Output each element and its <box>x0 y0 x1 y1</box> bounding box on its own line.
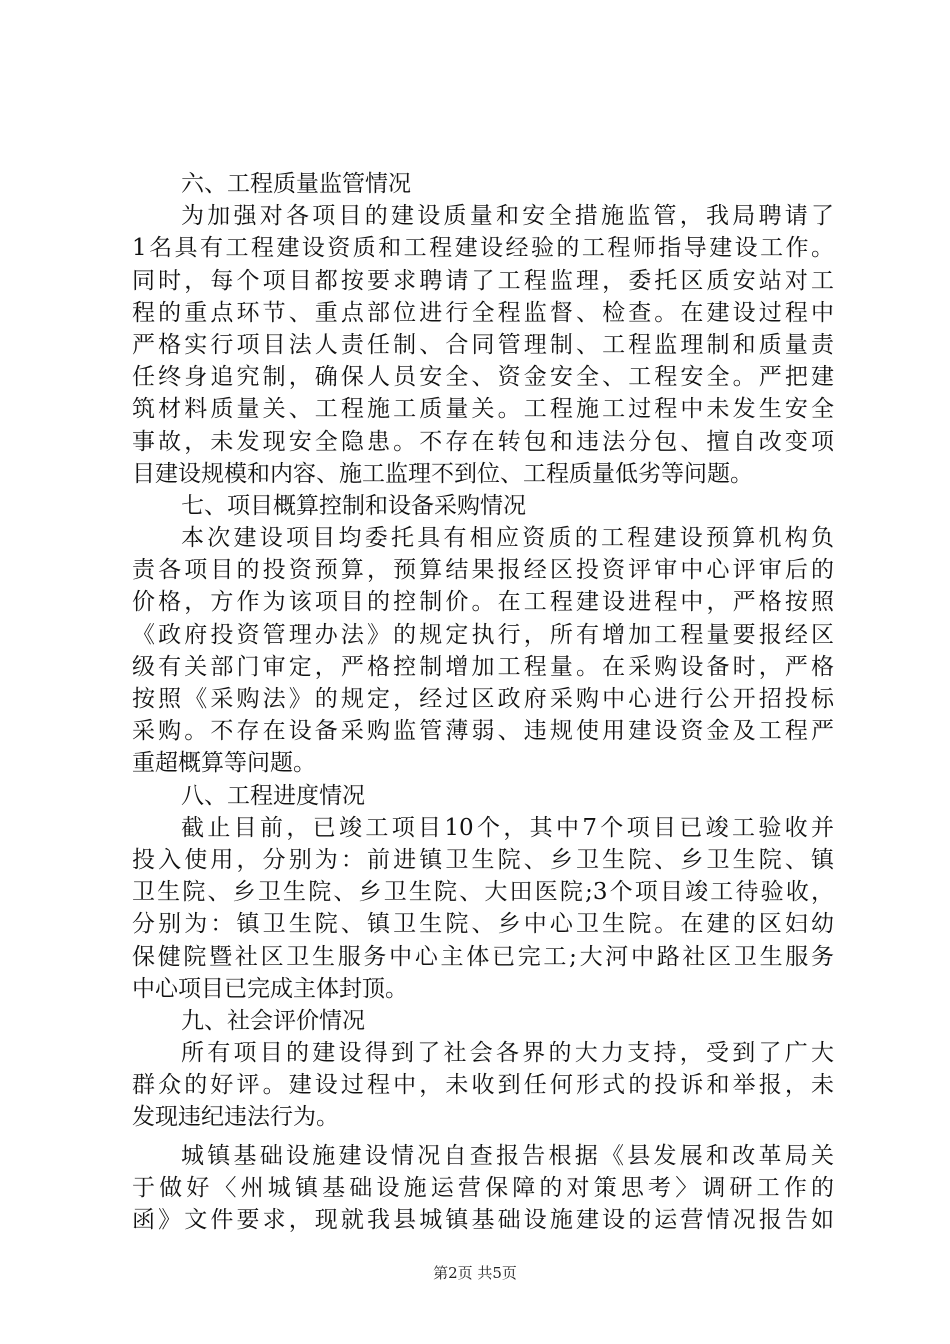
paragraph-line: 所有项目的建设得到了社会各界的大力支持，受到了广大 <box>181 1040 834 1067</box>
paragraph-line: 分别为：镇卫生院、镇卫生院、乡中心卫生院。在建的区妇幼 <box>132 911 834 938</box>
paragraph-line: 卫生院、乡卫生院、乡卫生院、大田医院;3个项目竣工待验收， <box>132 879 834 906</box>
section-heading: 八、工程进度情况 <box>181 782 365 809</box>
paragraph-line: 城镇基础设施建设情况自查报告根据《县发展和改革局关 <box>181 1142 834 1169</box>
paragraph-line: 同时，每个项目都按要求聘请了工程监理，委托区质安站对工 <box>132 267 834 294</box>
paragraph-line: 重超概算等问题。 <box>132 750 316 777</box>
paragraph-line: 《政府投资管理办法》的规定执行，所有增加工程量要报经区 <box>132 621 834 648</box>
paragraph-line: 本次建设项目均委托具有相应资质的工程建设预算机构负 <box>181 525 834 552</box>
paragraph-line: 事故，未发现安全隐患。不存在转包和违法分包、擅自改变项 <box>132 428 834 455</box>
paragraph-line: 任终身追究制，确保人员安全、资金安全、工程安全。严把建 <box>132 364 834 391</box>
paragraph-line: 发现违纪违法行为。 <box>132 1104 339 1131</box>
paragraph-line: 采购。不存在设备采购监管薄弱、违规使用建设资金及工程严 <box>132 718 834 745</box>
section-heading: 七、项目概算控制和设备采购情况 <box>181 492 526 519</box>
section-heading: 九、社会评价情况 <box>181 1007 365 1034</box>
paragraph-line: 责各项目的投资预算，预算结果报经区投资评审中心评审后的 <box>132 557 834 584</box>
paragraph-line: 中心项目已完成主体封顶。 <box>132 975 408 1002</box>
section-heading: 六、工程质量监管情况 <box>181 171 411 197</box>
section-budget-procurement <box>132 490 834 780</box>
section-quality-supervision <box>132 168 834 490</box>
paragraph-line: 目建设规模和内容、施工监理不到位、工程质量低劣等问题。 <box>132 460 753 487</box>
closing-paragraph <box>132 1140 834 1237</box>
paragraph-line: 级有关部门审定，严格控制增加工程量。在采购设备时，严格 <box>132 653 834 680</box>
paragraph-line: 保健院暨社区卫生服务中心主体已完工;大河中路社区卫生服务 <box>132 943 834 970</box>
section-progress <box>132 780 834 1005</box>
document-body <box>132 168 834 1236</box>
paragraph-line: 价格，方作为该项目的控制价。在工程建设进程中，严格按照 <box>132 589 834 616</box>
paragraph-line: 1名具有工程建设资质和工程建设经验的工程师指导建设工作。 <box>132 235 834 262</box>
paragraph-line: 于做好〈州城镇基础设施运营保障的对策思考〉调研工作的 <box>132 1174 834 1201</box>
paragraph-line: 投入使用，分别为：前进镇卫生院、乡卫生院、乡卫生院、镇 <box>132 846 834 873</box>
paragraph-line: 函》文件要求，现就我县城镇基础设施建设的运营情况报告如 <box>132 1207 834 1233</box>
page-number-footer: 第2页 共5页 <box>433 1264 517 1282</box>
paragraph-line: 按照《采购法》的规定，经过区政府采购中心进行公开招投标 <box>132 686 834 712</box>
paragraph-line: 严格实行项目法人责任制、合同管理制、工程监理制和质量责 <box>132 331 834 358</box>
paragraph-line: 截止目前，已竣工项目10个，其中7个项目已竣工验收并 <box>181 814 834 841</box>
section-social-evaluation <box>132 1005 834 1134</box>
paragraph-line: 筑材料质量关、工程施工质量关。工程施工过程中未发生安全 <box>132 396 834 423</box>
paragraph-line: 群众的好评。建设过程中，未收到任何形式的投诉和举报，未 <box>132 1072 834 1099</box>
paragraph-line: 为加强对各项目的建设质量和安全措施监管，我局聘请了 <box>181 203 834 230</box>
paragraph-line: 程的重点环节、重点部位进行全程监督、检查。在建设过程中 <box>132 299 834 326</box>
